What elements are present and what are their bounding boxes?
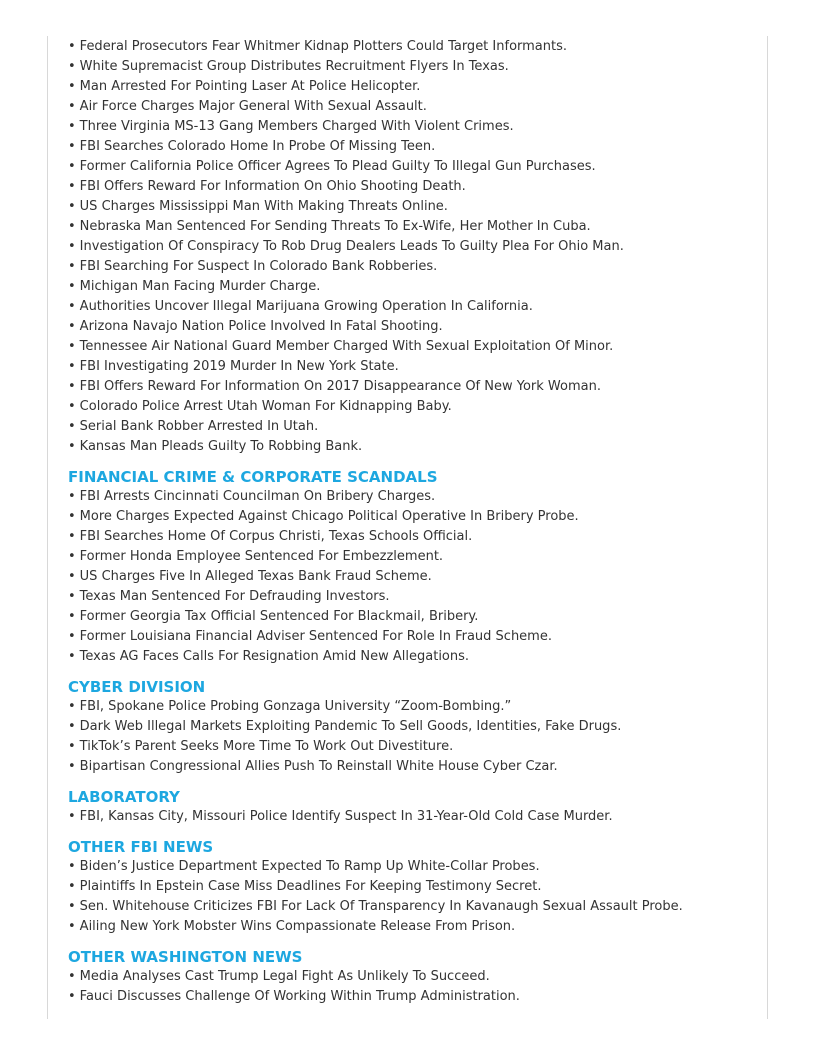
- headline-item[interactable]: • FBI Arrests Cincinnati Councilman On Bribery Charges.: [68, 487, 758, 507]
- headline-item[interactable]: • Former Georgia Tax Official Sentenced For Blackmail, Bribery.: [68, 607, 758, 627]
- headline-item[interactable]: • Ailing New York Mobster Wins Compassionate Release From Prison.: [68, 917, 758, 937]
- headline-item[interactable]: • FBI Investigating 2019 Murder In New York State.: [68, 357, 758, 377]
- headline-item[interactable]: • FBI Offers Reward For Information On 2017 Disappearance Of New York Woman.: [68, 377, 758, 397]
- headline-list: [68, 807, 758, 827]
- headline-list: [68, 857, 758, 937]
- headline-item[interactable]: • Investigation Of Conspiracy To Rob Drug Dealers Leads To Guilty Plea For Ohio Man.: [68, 237, 758, 257]
- newsletter-content: [68, 37, 758, 1007]
- headline-item[interactable]: • US Charges Five In Alleged Texas Bank Fraud Scheme.: [68, 567, 758, 587]
- headline-item[interactable]: • Colorado Police Arrest Utah Woman For Kidnapping Baby.: [68, 397, 758, 417]
- section-heading: LABORATORY: [68, 788, 180, 806]
- headline-item[interactable]: • FBI Searches Colorado Home In Probe Of Missing Teen.: [68, 137, 758, 157]
- headline-item[interactable]: • Federal Prosecutors Fear Whitmer Kidnap Plotters Could Target Informants.: [68, 37, 758, 57]
- section-heading: OTHER WASHINGTON NEWS: [68, 948, 303, 966]
- headline-item[interactable]: • Arizona Navajo Nation Police Involved In Fatal Shooting.: [68, 317, 758, 337]
- headline-item[interactable]: • White Supremacist Group Distributes Recruitment Flyers In Texas.: [68, 57, 758, 77]
- headline-item[interactable]: • Texas AG Faces Calls For Resignation Amid New Allegations.: [68, 647, 758, 667]
- section-other-washington-news: [68, 947, 758, 1007]
- headline-item[interactable]: • Dark Web Illegal Markets Exploiting Pandemic To Sell Goods, Identities, Fake Drugs.: [68, 717, 758, 737]
- headline-item[interactable]: • Plaintiffs In Epstein Case Miss Deadlines For Keeping Testimony Secret.: [68, 877, 758, 897]
- section-heading: OTHER FBI NEWS: [68, 838, 214, 856]
- headline-list: [68, 967, 758, 1007]
- headline-item[interactable]: • Former Louisiana Financial Adviser Sentenced For Role In Fraud Scheme.: [68, 627, 758, 647]
- headline-item[interactable]: • Former California Police Officer Agrees To Plead Guilty To Illegal Gun Purchases.: [68, 157, 758, 177]
- headline-item[interactable]: • Serial Bank Robber Arrested In Utah.: [68, 417, 758, 437]
- section-laboratory: [68, 787, 758, 827]
- headline-item[interactable]: • Sen. Whitehouse Criticizes FBI For Lack Of Transparency In Kavanaugh Sexual Assault Probe.: [68, 897, 758, 917]
- section-cyber-division: [68, 677, 758, 777]
- headline-list: [68, 697, 758, 777]
- headline-item[interactable]: • More Charges Expected Against Chicago Political Operative In Bribery Probe.: [68, 507, 758, 527]
- section-heading: FINANCIAL CRIME & CORPORATE SCANDALS: [68, 468, 438, 486]
- headline-item[interactable]: • Three Virginia MS-13 Gang Members Charged With Violent Crimes.: [68, 117, 758, 137]
- headline-item[interactable]: • Man Arrested For Pointing Laser At Police Helicopter.: [68, 77, 758, 97]
- headline-item[interactable]: • Former Honda Employee Sentenced For Embezzlement.: [68, 547, 758, 567]
- headline-list: [68, 37, 758, 457]
- headline-item[interactable]: • Texas Man Sentenced For Defrauding Investors.: [68, 587, 758, 607]
- headline-item[interactable]: • Kansas Man Pleads Guilty To Robbing Bank.: [68, 437, 758, 457]
- headline-item[interactable]: • Tennessee Air National Guard Member Charged With Sexual Exploitation Of Minor.: [68, 337, 758, 357]
- headline-item[interactable]: • FBI, Spokane Police Probing Gonzaga University “Zoom-Bombing.”: [68, 697, 758, 717]
- headline-item[interactable]: • FBI, Kansas City, Missouri Police Identify Suspect In 31-Year-Old Cold Case Murder.: [68, 807, 758, 827]
- headline-item[interactable]: • FBI Searches Home Of Corpus Christi, Texas Schools Official.: [68, 527, 758, 547]
- headline-item[interactable]: • TikTok’s Parent Seeks More Time To Work Out Divestiture.: [68, 737, 758, 757]
- section-financial-crime: [68, 467, 758, 667]
- headline-item[interactable]: • Nebraska Man Sentenced For Sending Threats To Ex-Wife, Her Mother In Cuba.: [68, 217, 758, 237]
- headline-item[interactable]: • Air Force Charges Major General With Sexual Assault.: [68, 97, 758, 117]
- section-other-fbi-news: [68, 837, 758, 937]
- headline-item[interactable]: • Bipartisan Congressional Allies Push To Reinstall White House Cyber Czar.: [68, 757, 758, 777]
- headline-item[interactable]: • Authorities Uncover Illegal Marijuana Growing Operation In California.: [68, 297, 758, 317]
- headline-item[interactable]: • Media Analyses Cast Trump Legal Fight As Unlikely To Succeed.: [68, 967, 758, 987]
- section-heading: CYBER DIVISION: [68, 678, 206, 696]
- headline-item[interactable]: • Fauci Discusses Challenge Of Working Within Trump Administration.: [68, 987, 758, 1007]
- headline-item[interactable]: • FBI Offers Reward For Information On Ohio Shooting Death.: [68, 177, 758, 197]
- headline-item[interactable]: • US Charges Mississippi Man With Making Threats Online.: [68, 197, 758, 217]
- headline-item[interactable]: • Michigan Man Facing Murder Charge.: [68, 277, 758, 297]
- section-violent-crime-continued: [68, 37, 758, 457]
- headline-item[interactable]: • FBI Searching For Suspect In Colorado Bank Robberies.: [68, 257, 758, 277]
- headline-item[interactable]: • Biden’s Justice Department Expected To Ramp Up White-Collar Probes.: [68, 857, 758, 877]
- headline-list: [68, 487, 758, 667]
